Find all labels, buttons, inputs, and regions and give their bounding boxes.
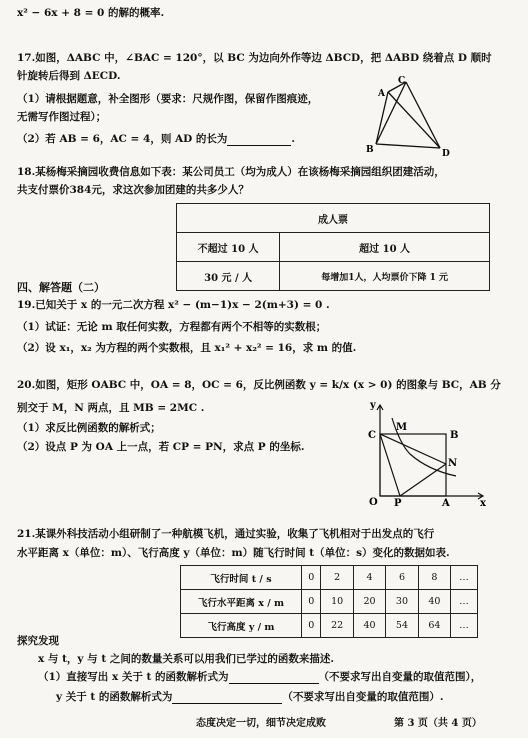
q21-explore-heading: 探究发现 [17,635,59,647]
q18-price-table [176,203,490,291]
q20-part2: （2）设点 P 为 OA 上一点，若 CP = PN，求点 P 的坐标. [17,441,305,453]
q21-line2: 水平距离 x（单位：m）、飞行高度 y（单位：m）随飞行时间 t（单位：s）变化的数据如表. [17,547,450,559]
q20-label-c: C [368,430,376,441]
q20-line1: 20.如图，矩形 OABC 中，OA = 8，OC = 6，反比例函数 y = k/x (x > 0) 的图象与 BC，AB 分 [17,379,501,391]
q19-line1: 19.已知关于 x 的一元二次方程 x² − (m−1)x − 2(m+3) = 0 . [17,299,330,311]
prev-question-tail: x² − 6x + 8 = 0 的解的概率. [17,7,165,19]
q21-cell: 6 [386,566,418,590]
section-title: 四、解答题（二） [17,281,105,294]
q21-cell: 0 [302,566,321,590]
q17-label-b: B [366,145,374,155]
q18-line1: 18.某杨梅采摘园收费信息如下表：某公司员工（均为成人）在该杨梅采摘园组织团建活动， [17,166,445,178]
q18-table-header: 成人票 [177,204,490,233]
q21-cell: … [451,590,478,614]
q21-cell: … [451,566,478,590]
q21-cell: … [451,614,478,638]
q21-cell: 0 [302,614,321,638]
q21-row-label: 飞行高度 y / m [181,614,302,638]
q20-label-o: O [369,497,378,508]
q21-cell: 40 [353,614,385,638]
q21-row-distance [181,590,478,614]
q19-part1: （1）试证：无论 m 取任何实数，方程都有两个不相等的实数根； [17,321,327,333]
q21-step1: （1）直接写出 x 关于 t 的函数解析式为 （不要求写出自变量的取值范围）， [38,671,482,683]
q21-cell: 64 [418,614,450,638]
footer-page-number: 第 3 页（共 4 页） [394,718,482,729]
q17-part1-line2: 无需写作图过程）； [17,111,107,123]
q21-cell: 20 [353,590,385,614]
q20-label-y: y [370,400,376,411]
footer-motto: 态度决定一切，细节决定成败 [196,718,326,729]
q18-col1: 不超过 10 人 [177,233,280,262]
q18-val2: 每增加1人，人均票价下降 1 元 [280,262,490,291]
q20-line2: 别交于 M，N 两点，且 MB = 2MC . [17,402,205,414]
q19-part2: （2）设 x₁，x₂ 为方程的两个实数根，且 x₁² + x₂² = 16，求 m 的值. [17,342,357,354]
q21-cell: 54 [386,614,418,638]
q21-cell: 8 [418,566,450,590]
q20-label-m: M [396,422,408,433]
q21-data-table [180,565,478,638]
q21-cell: 40 [418,590,450,614]
q17-label-c: C [398,76,406,86]
q18-col2: 超过 10 人 [280,233,490,262]
q17-line2: 针旋转后得到 ΔECD. [17,70,121,82]
q21-observation: x 与 t，y 与 t 之间的数量关系可以用我们已学过的函数来描述. [38,653,334,665]
q21-row-time [181,566,478,590]
q21-row-height [181,614,478,638]
q17-part1-line1: （1）请根据题意，补全图形（要求：尺规作图，保留作图痕迹， [17,93,319,105]
q21-row-label: 飞行水平距离 x / m [181,590,302,614]
q20-label-n: N [448,458,458,469]
q17-line1: 17.如图，ΔABC 中，∠BAC = 120°，以 BC 为边向外作等边 ΔBCD，把 ΔABD 绕着点 D 顺时 [17,52,492,64]
q17-part2: （2）若 AB = 6，AC = 4，则 AD 的长为 . [17,133,296,145]
q17-figure [362,74,452,158]
q17-label-d: D [442,149,450,158]
q21-cell: 0 [302,590,321,614]
q20-label-b: B [450,430,459,441]
q21-cell: 4 [353,566,385,590]
q20-figure [358,400,488,508]
q21-cell: 22 [321,614,353,638]
q20-label-p: P [394,498,402,508]
q21-cell: 30 [386,590,418,614]
q21-x-answer-blank [229,672,319,684]
q21-row-label: 飞行时间 t / s [181,566,302,590]
q20-label-x: x [480,498,486,508]
q17-label-a: A [378,89,385,99]
q21-step2: y 关于 t 的函数解析式为 （不要求写出自变量的取值范围）. [56,691,444,703]
q18-line2: 共支付票价384元，求这次参加团建的共多少人？ [17,184,249,196]
q20-part1: （1）求反比例函数的解析式； [17,422,161,434]
q18-val1: 30 元 / 人 [177,262,280,291]
q20-label-a: A [442,498,450,508]
q21-y-answer-blank [172,692,282,704]
q17-answer-blank [227,134,291,146]
q21-cell: 2 [321,566,353,590]
q21-line1: 21.某课外科技活动小组研制了一种航模飞机，通过实验，收集了飞机相对于出发点的飞行 [17,528,435,540]
q21-cell: 10 [321,590,353,614]
